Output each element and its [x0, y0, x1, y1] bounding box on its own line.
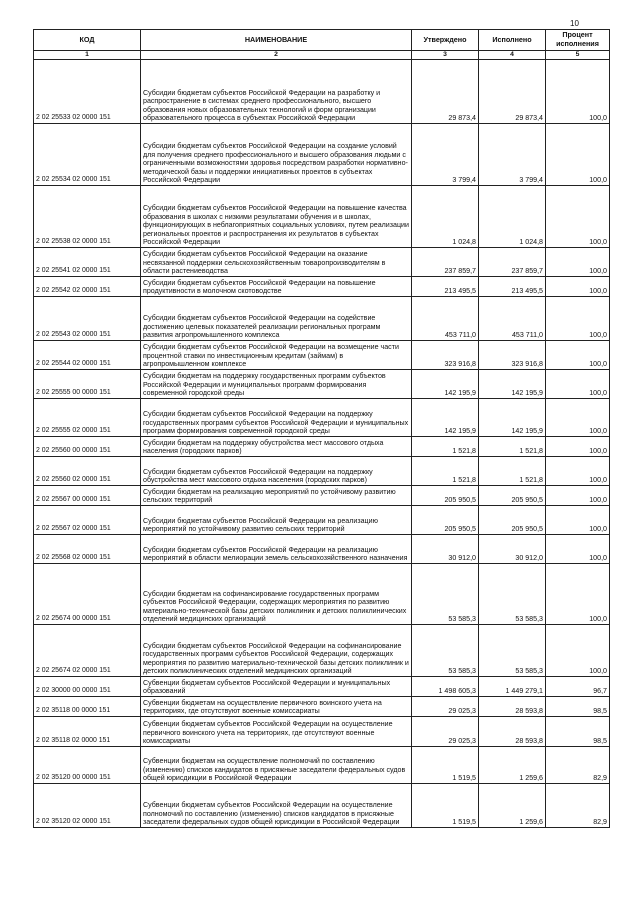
row-percent: 100,0	[546, 399, 610, 437]
row-name: Субсидии бюджетам субъектов Российской Федерации на разработку и распространение в системах среднего профессионального, высшего образования новых образовательных технологий и форм организации образовательного процесса в субъектах Российской Федерации	[141, 60, 412, 124]
row-code: 2 02 25560 00 0000 151	[34, 437, 141, 457]
row-percent: 96,7	[546, 677, 610, 697]
row-executed: 1 259,6	[479, 784, 546, 828]
row-percent: 98,5	[546, 717, 610, 747]
page-number: 10	[570, 19, 579, 28]
row-code: 2 02 35118 00 0000 151	[34, 697, 141, 717]
row-name: Субвенции бюджетам на осуществление полномочий по составлению (изменению) списков кандидатов в присяжные заседатели федеральных судов общей юрисдикции в Российской Федерации	[141, 747, 412, 784]
row-executed: 28 593,8	[479, 717, 546, 747]
row-name: Субсидии бюджетам субъектов Российской Федерации на создание условий для получения среднего профессионального и высшего образования людьми с ограниченными возможностями здоровья посредством разработки нормативно-методической базы и поддержки инициативных проектов в субъектах Российской Федерации	[141, 124, 412, 186]
budget-execution-table	[33, 29, 610, 828]
row-name: Субсидии бюджетам субъектов Российской Федерации на содействие достижению целевых показателей реализации региональных программ развития агропромышленного комплекса	[141, 297, 412, 341]
row-percent: 100,0	[546, 535, 610, 564]
row-approved: 30 912,0	[412, 535, 479, 564]
row-percent: 100,0	[546, 486, 610, 506]
row-approved: 29 025,3	[412, 717, 479, 747]
row-name: Субсидии бюджетам на поддержку государственных программ субъектов Российской Федерации и муниципальных программ формирования современной городской среды	[141, 370, 412, 399]
row-approved: 1 519,5	[412, 747, 479, 784]
row-percent: 100,0	[546, 60, 610, 124]
row-code: 2 02 35120 02 0000 151	[34, 784, 141, 828]
row-code: 2 02 25567 00 0000 151	[34, 486, 141, 506]
row-code: 2 02 25567 02 0000 151	[34, 506, 141, 535]
row-percent: 100,0	[546, 506, 610, 535]
row-executed: 1 521,8	[479, 437, 546, 457]
row-executed: 323 916,8	[479, 341, 546, 370]
row-approved: 205 950,5	[412, 486, 479, 506]
row-executed: 142 195,9	[479, 370, 546, 399]
row-percent: 100,0	[546, 341, 610, 370]
row-code: 2 02 25534 02 0000 151	[34, 124, 141, 186]
row-percent: 100,0	[546, 370, 610, 399]
column-number-row	[34, 51, 610, 60]
table-header-row	[34, 30, 610, 51]
row-code: 2 02 25542 02 0000 151	[34, 277, 141, 297]
table-row	[34, 277, 610, 297]
header-executed: Исполнено	[479, 30, 546, 51]
row-percent: 100,0	[546, 437, 610, 457]
table-row	[34, 437, 610, 457]
row-name: Субсидии бюджетам субъектов Российской Федерации на повышение качества образования в школах с низкими результатами обучения и в школах, функционирующих в неблагоприятных социальных условиях, путем реализации региональных проектов и распространения их результатов в субъектах Российской Федерации	[141, 186, 412, 248]
row-executed: 1 024,8	[479, 186, 546, 248]
row-approved: 1 498 605,3	[412, 677, 479, 697]
row-percent: 100,0	[546, 277, 610, 297]
row-executed: 29 873,4	[479, 60, 546, 124]
header-code: КОД	[34, 30, 141, 51]
row-name: Субсидии бюджетам субъектов Российской Федерации на поддержку обустройства мест массового отдыха населения (городских парков)	[141, 457, 412, 486]
row-code: 2 02 35118 02 0000 151	[34, 717, 141, 747]
table-row	[34, 186, 610, 248]
table-row	[34, 747, 610, 784]
header-percent: Процент исполнения	[546, 30, 610, 51]
row-approved: 29 025,3	[412, 697, 479, 717]
row-percent: 100,0	[546, 564, 610, 625]
table-row	[34, 486, 610, 506]
row-approved: 1 521,8	[412, 437, 479, 457]
row-code: 2 02 25555 02 0000 151	[34, 399, 141, 437]
row-approved: 142 195,9	[412, 370, 479, 399]
table-row	[34, 784, 610, 828]
row-percent: 100,0	[546, 297, 610, 341]
table-row	[34, 399, 610, 437]
row-name: Субсидии бюджетам субъектов Российской Федерации на реализацию мероприятий в области мелиорации земель сельскохозяйственного назначения	[141, 535, 412, 564]
row-approved: 53 585,3	[412, 564, 479, 625]
table-row	[34, 506, 610, 535]
row-name: Субсидии бюджетам субъектов Российской Федерации на поддержку государственных программ субъектов Российской Федерации и муниципальных программ формирования современной городской среды	[141, 399, 412, 437]
table-row	[34, 341, 610, 370]
column-number: 2	[141, 51, 412, 60]
row-executed: 53 585,3	[479, 564, 546, 625]
row-name: Субсидии бюджетам субъектов Российской Федерации на возмещение части процентной ставки по инвестиционным кредитам (займам) в агропромышленном комплексе	[141, 341, 412, 370]
row-code: 2 02 30000 00 0000 151	[34, 677, 141, 697]
header-approved: Утверждено	[412, 30, 479, 51]
row-percent: 100,0	[546, 625, 610, 677]
table-row	[34, 625, 610, 677]
row-executed: 205 950,5	[479, 506, 546, 535]
table-row	[34, 677, 610, 697]
header-name: НАИМЕНОВАНИЕ	[141, 30, 412, 51]
column-number: 1	[34, 51, 141, 60]
row-name: Субвенции бюджетам субъектов Российской Федерации на осуществление полномочий по составлению (изменению) списков кандидатов в присяжные заседатели федеральных судов общей юрисдикции в Российской Федерации	[141, 784, 412, 828]
row-name: Субвенции бюджетам субъектов Российской Федерации на осуществление первичного воинского учета на территориях, где отсутствуют военные комиссариаты	[141, 717, 412, 747]
row-percent: 100,0	[546, 186, 610, 248]
row-approved: 53 585,3	[412, 625, 479, 677]
table-row	[34, 457, 610, 486]
row-code: 2 02 25674 02 0000 151	[34, 625, 141, 677]
row-approved: 29 873,4	[412, 60, 479, 124]
row-percent: 100,0	[546, 457, 610, 486]
row-approved: 237 859,7	[412, 248, 479, 277]
table-row	[34, 564, 610, 625]
row-name: Субсидии бюджетам субъектов Российской Федерации на софинансирование государственных программ субъектов Российской Федерации, содержащих мероприятия по развитию материально-технической базы детских поликлиник и детских поликлинических отделений медицинских организаций	[141, 625, 412, 677]
row-percent: 82,9	[546, 784, 610, 828]
row-name: Субсидии бюджетам субъектов Российской Федерации на реализацию мероприятий по устойчивому развитию сельских территорий	[141, 506, 412, 535]
row-code: 2 02 25544 02 0000 151	[34, 341, 141, 370]
row-approved: 213 495,5	[412, 277, 479, 297]
row-executed: 205 950,5	[479, 486, 546, 506]
row-percent: 100,0	[546, 248, 610, 277]
row-percent: 82,9	[546, 747, 610, 784]
column-number: 4	[479, 51, 546, 60]
column-number: 5	[546, 51, 610, 60]
row-executed: 1 449 279,1	[479, 677, 546, 697]
row-code: 2 02 35120 00 0000 151	[34, 747, 141, 784]
table-row	[34, 370, 610, 399]
table-row	[34, 60, 610, 124]
table-row	[34, 297, 610, 341]
row-percent: 98,5	[546, 697, 610, 717]
row-approved: 3 799,4	[412, 124, 479, 186]
table-row	[34, 124, 610, 186]
row-code: 2 02 25538 02 0000 151	[34, 186, 141, 248]
row-executed: 1 521,8	[479, 457, 546, 486]
table-row	[34, 717, 610, 747]
row-name: Субсидии бюджетам субъектов Российской Федерации на повышение продуктивности в молочном скотоводстве	[141, 277, 412, 297]
row-executed: 213 495,5	[479, 277, 546, 297]
row-approved: 142 195,9	[412, 399, 479, 437]
table-body	[34, 60, 610, 828]
row-code: 2 02 25560 02 0000 151	[34, 457, 141, 486]
row-approved: 1 024,8	[412, 186, 479, 248]
row-name: Субсидии бюджетам субъектов Российской Федерации на оказание несвязанной поддержки сельскохозяйственным товаропроизводителям в области растениеводства	[141, 248, 412, 277]
row-code: 2 02 25543 02 0000 151	[34, 297, 141, 341]
row-code: 2 02 25541 02 0000 151	[34, 248, 141, 277]
column-number: 3	[412, 51, 479, 60]
table-row	[34, 248, 610, 277]
row-executed: 142 195,9	[479, 399, 546, 437]
row-name: Субсидии бюджетам на реализацию мероприятий по устойчивому развитию сельских территорий	[141, 486, 412, 506]
row-code: 2 02 25533 02 0000 151	[34, 60, 141, 124]
row-code: 2 02 25568 02 0000 151	[34, 535, 141, 564]
row-approved: 1 521,8	[412, 457, 479, 486]
row-name: Субвенции бюджетам на осуществление первичного воинского учета на территориях, где отсутствуют военные комиссариаты	[141, 697, 412, 717]
row-code: 2 02 25555 00 0000 151	[34, 370, 141, 399]
row-approved: 205 950,5	[412, 506, 479, 535]
table-row	[34, 697, 610, 717]
row-approved: 453 711,0	[412, 297, 479, 341]
row-executed: 30 912,0	[479, 535, 546, 564]
row-executed: 237 859,7	[479, 248, 546, 277]
row-percent: 100,0	[546, 124, 610, 186]
row-executed: 3 799,4	[479, 124, 546, 186]
row-name: Субвенции бюджетам субъектов Российской Федерации и муниципальных образований	[141, 677, 412, 697]
row-executed: 53 585,3	[479, 625, 546, 677]
row-approved: 323 916,8	[412, 341, 479, 370]
row-name: Субсидии бюджетам на софинансирование государственных программ субъектов Российской Федерации, содержащих мероприятия по развитию материально-технической базы детских поликлиник и детских поликлинических отделений медицинских организаций	[141, 564, 412, 625]
row-executed: 1 259,6	[479, 747, 546, 784]
row-executed: 453 711,0	[479, 297, 546, 341]
table-row	[34, 535, 610, 564]
row-approved: 1 519,5	[412, 784, 479, 828]
row-code: 2 02 25674 00 0000 151	[34, 564, 141, 625]
row-executed: 28 593,8	[479, 697, 546, 717]
row-name: Субсидии бюджетам на поддержку обустройства мест массового отдыха населения (городских парков)	[141, 437, 412, 457]
